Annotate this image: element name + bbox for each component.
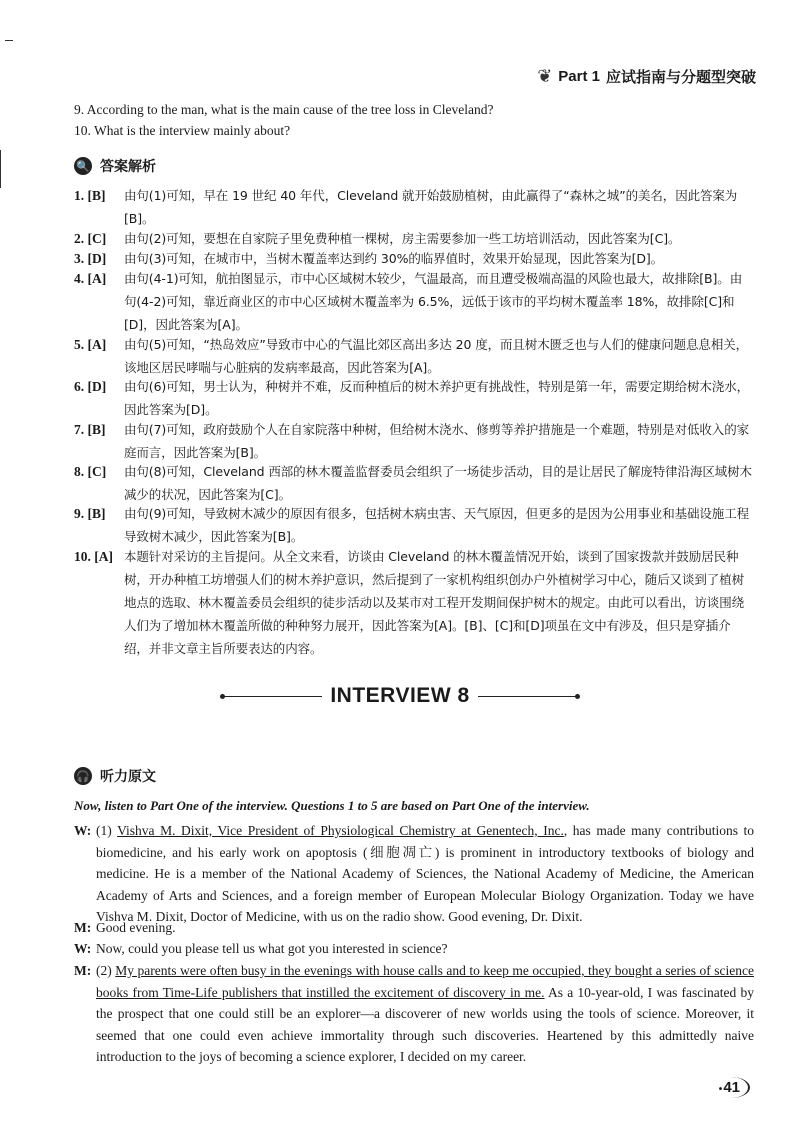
answer-item: 6. [D] 由句(6)可知，男士认为，种树并不难，反而种植后的树木养护更有挑战性，特别是第一年，需要定期给树木浇水，因此答案为[D]。	[74, 379, 750, 417]
header-part-label: Part 1	[558, 68, 600, 85]
heading-rule-right	[478, 696, 578, 697]
heading-rule-left	[222, 696, 322, 697]
answer-item: 4. [A] 由句(4-1)可知，航拍图显示，市中心区域树木较少，气温最高，而且遭受极端高温的风险也最大，故排除[B]。由句(4-2)可知，靠近商业区的市中心区域树木覆盖率为 6.5%，远低于该市的平均树木覆盖率 18%，故排除[C]和[D]，因此答案为[A]。	[74, 271, 743, 332]
speaker-label: M:	[74, 963, 92, 978]
page-number: • 41	[713, 1077, 750, 1098]
interview-heading: INTERVIEW 8	[0, 684, 800, 708]
listening-instruction: Now, listen to Part One of the interview. Questions 1 to 5 are based on Part One of the interview.	[74, 798, 590, 813]
dialog-line: W: Now, could you please tell us what got you interested in science?	[74, 938, 754, 960]
answer-item: 5. [A] 由句(5)可知，“热岛效应”导致市中心的气温比郊区高出多达 20 度，而且树木匮乏也与人们的健康问题息息相关，该地区居民哮喘与心脏病的发病率最高，因此答案为[A]。	[74, 337, 749, 375]
answer-item: 10. [A] 本题针对采访的主旨提问。从全文来看，访谈由 Cleveland 的林木覆盖情况开始，谈到了国家拨款并鼓励居民种树，开办种植工坊增强人们的树木养护意识，然后提到了一家机构组织创办户外植树学习中心，随后又谈到了植树地点的选取、林木覆盖委员会组织的徒步活动以及某市对工程开发期间保护树木的规定。由此可以看出，访谈围绕人们为了增加林木覆盖所做的种种努力展开，因此答案为[A]。[B]、[C]和[D]项虽在文中有涉及，但只是穿插介绍，并非文章主旨所要表达的内容。	[74, 549, 745, 656]
magnifier-icon: 🔍	[74, 157, 92, 175]
header-title: 应试指南与分题型突破	[605, 69, 756, 86]
answer-item: 8. [C] 由句(8)可知，Cleveland 西部的林木覆盖监督委员会组织了一场徒步活动，目的是让居民了解庞特律沿海区域树木减少的状况，因此答案为[C]。	[74, 464, 752, 502]
dialog-line: W: (1) Vishva M. Dixit, Vice President of Physiological Chemistry at Genentech, Inc., has made many contributions to biomedicine, and his early work on apoptosis (细胞凋亡) is prominent in introductory textbooks of biology and medicine. He is a member of the National Academy of Sciences, the National Academy of Medicine, the American Academy of Arts and Sciences, and a foreign member of European Molecular Biology Organization. Today we have Vishva M. Dixit, Doctor of Medicine, with us on the radio show. Good evening, Dr. Dixit.	[74, 820, 754, 928]
dialog-line: M: Good evening.	[74, 917, 754, 939]
question-10: 10. What is the interview mainly about?	[74, 123, 291, 138]
transcript-section-heading: 🎧 听力原文	[74, 766, 156, 786]
answer-section-heading: 🔍 答案解析	[74, 156, 156, 176]
answer-item: 9. [B] 由句(9)可知，导致树木减少的原因有很多，包括树木病虫害、天气原因，但更多的是因为公用事业和基础设施工程导致树木减少，因此答案为[B]。	[74, 506, 750, 544]
question-9: 9. According to the man, what is the main cause of the tree loss in Cleveland?	[74, 102, 494, 117]
speaker-label: W:	[74, 941, 92, 956]
key-sentence: My parents were often busy in the evenings with house calls and to keep me occupied, they bought a series of science books from Time-Life publishers that instilled the excitement of discovery in me.	[96, 963, 755, 1000]
margin-mark	[5, 40, 13, 41]
headphones-icon: 🎧	[74, 767, 92, 785]
answer-item: 2. [C] 由句(2)可知，要想在自家院子里免费种植一棵树，房主需要参加一些工坊培训活动，因此答案为[C]。	[74, 231, 681, 246]
running-header	[537, 66, 756, 87]
margin-bar	[0, 150, 1, 188]
speaker-label: W:	[74, 823, 92, 838]
leaf-icon: ❦	[537, 66, 553, 86]
answer-item: 3. [D] 由句(3)可知，在城市中，当树木覆盖率达到约 30%的临界值时，效果开始显现，因此答案为[D]。	[74, 251, 664, 266]
dialog-line: M: (2) My parents were often busy in the evenings with house calls and to keep me occupied, they bought a series of science books from Time-Life publishers that instilled the excitement of discovery in me. As a 10-year-old, I was fascinated by the prospect that one could still be an explorer—a discoverer of new worlds using the tools of science. Moreover, it seemed that one could even achieve immortality through such discoveries. Heartened by this admittedly naive introduction to the joys of becoming a science explorer, I decided on my career.	[74, 960, 754, 1068]
answer-item: 1. [B] 由句(1)可知，早在 19 世纪 40 年代，Cleveland 就开始鼓励植树，由此赢得了“森林之城”的美名，因此答案为[B]。	[74, 188, 738, 226]
key-sentence: Vishva M. Dixit, Vice President of Physiological Chemistry at Genentech, Inc.	[117, 823, 564, 838]
answer-item: 7. [B] 由句(7)可知，政府鼓励个人在自家院落中种树，但给树木浇水、修剪等养护措施是一个难题，特别是对低收入的家庭而言，因此答案为[B]。	[74, 422, 750, 460]
speaker-label: M:	[74, 920, 92, 935]
